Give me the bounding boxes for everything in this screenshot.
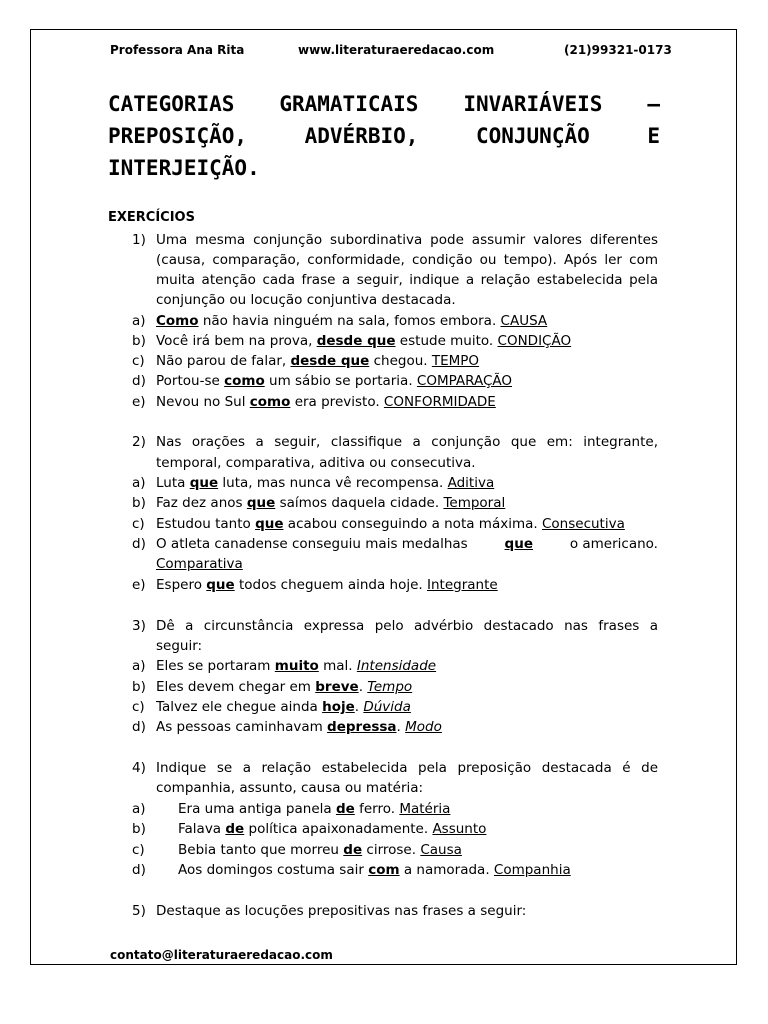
title-word: PREPOSIÇÃO, (108, 124, 248, 148)
list-item: b) (132, 333, 146, 349)
list-item: Como não havia ninguém na sala, fomos embora. CAUSA (156, 313, 548, 329)
title-word: CATEGORIAS (108, 92, 235, 116)
list-item: Você irá bem na prova, desde que estude muito. CONDIÇÃO (156, 333, 572, 349)
list-item: Luta que luta, mas nunca vê recompensa. Aditiva (156, 475, 495, 491)
question-number: 3) (132, 618, 146, 634)
list-item: a) (132, 475, 146, 491)
list-item: Eles se portaram muito mal. Intensidade (156, 658, 437, 674)
question-text: (causa, comparação, conformidade, condição ou tempo). Após ler com (156, 252, 658, 268)
list-item: Talvez ele chegue ainda hoje. Dúvida (156, 699, 411, 715)
question-text: Dê a circunstância expressa pelo advérbio destacado nas frases a (156, 618, 658, 634)
list-item: Faz dez anos que saímos daquela cidade. Temporal (156, 495, 506, 511)
list-item: b) (132, 821, 146, 837)
title-word: INVARIÁVEIS (463, 92, 603, 116)
list-item: Bebia tanto que morreu de cirrose. Causa (178, 842, 462, 858)
title-word: GRAMATICAIS (279, 92, 419, 116)
list-item: Espero que todos cheguem ainda hoje. Integrante (156, 577, 498, 593)
title-word: CONJUNÇÃO (475, 124, 590, 148)
list-item: Nevou no Sul como era previsto. CONFORMIDADE (156, 394, 496, 410)
question-number: 5) (132, 903, 146, 919)
question-number: 1) (132, 232, 146, 248)
title-word: E (647, 124, 660, 148)
list-item: d) (132, 719, 146, 735)
list-item: d) (132, 862, 146, 878)
header-phone: (21)99321-0173 (564, 43, 672, 57)
list-item: O atleta canadense conseguiu mais medalhas que o americano. (156, 536, 658, 552)
question-text: seguir: (156, 638, 203, 654)
list-item: a) (132, 658, 146, 674)
list-item: b) (132, 495, 146, 511)
title-word: INTERJEIÇÃO. (108, 156, 260, 180)
title-word: ADVÉRBIO, (304, 124, 419, 148)
question-number: 4) (132, 760, 146, 776)
list-item: c) (132, 842, 145, 858)
list-item: Estudou tanto que acabou conseguindo a nota máxima. Consecutiva (156, 516, 625, 532)
list-item: As pessoas caminhavam depressa. Modo (156, 719, 442, 735)
list-item: d) (132, 373, 146, 389)
footer-email: contato@literaturaeredacao.com (110, 948, 333, 962)
question-text: companhia, assunto, causa ou matéria: (156, 780, 424, 796)
list-item: a) (132, 313, 146, 329)
question-text: Nas orações a seguir, classifique a conjunção que em: integrante, (156, 434, 658, 450)
list-item: c) (132, 699, 145, 715)
page-title (108, 88, 660, 184)
list-item: Eles devem chegar em breve. Tempo (156, 679, 413, 695)
list-item: Aos domingos costuma sair com a namorada. Companhia (178, 862, 571, 878)
list-item: Portou-se como um sábio se portaria. COMPARAÇÃO (156, 373, 513, 389)
header-site: www.literaturaeredacao.com (298, 43, 495, 57)
list-item: b) (132, 679, 146, 695)
list-item: Era uma antiga panela de ferro. Matéria (178, 801, 451, 817)
section-heading: EXERCÍCIOS (108, 210, 195, 225)
question-text: conjunção ou locução conjuntiva destacada. (156, 292, 456, 308)
question-number: 2) (132, 434, 146, 450)
question-text: Destaque as locuções prepositivas nas frases a seguir: (156, 903, 527, 919)
list-item: d) (132, 536, 146, 552)
list-item: c) (132, 516, 145, 532)
answer: Comparativa (156, 556, 243, 572)
question-text: temporal, comparativa, aditiva ou consecutiva. (156, 455, 476, 471)
question-text: Uma mesma conjunção subordinativa pode assumir valores diferentes (156, 232, 658, 248)
list-item: Falava de política apaixonadamente. Assunto (178, 821, 487, 837)
list-item: e) (132, 394, 146, 410)
list-item: e) (132, 577, 146, 593)
question-text: muita atenção cada frase a seguir, indique a relação estabelecida pela (156, 272, 658, 288)
title-word: – (647, 92, 660, 116)
list-item: Não parou de falar, desde que chegou. TEMPO (156, 353, 480, 369)
header-author: Professora Ana Rita (110, 43, 245, 57)
list-item: a) (132, 801, 146, 817)
question-text: Indique se a relação estabelecida pela preposição destacada é de (156, 760, 658, 776)
list-item: c) (132, 353, 145, 369)
